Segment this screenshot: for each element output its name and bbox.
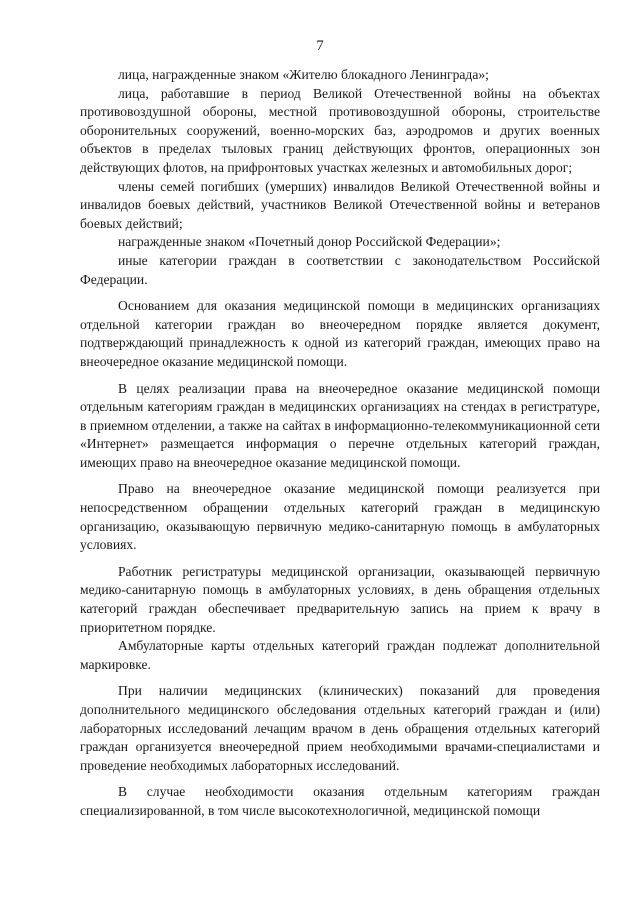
paragraph-specialized-care: В случае необходимости оказания отдельным категориям граждан специализированной, в том числе высокотехнологичной, медицинской помощи bbox=[80, 784, 600, 818]
paragraph-other-categories: иные категории граждан в соответствии с законодательством Российской Федерации. bbox=[80, 252, 600, 287]
document-body bbox=[80, 66, 600, 821]
paragraph-registry-worker: Работник регистратуры медицинской организации, оказывающей первичную медико-санитарную помощь в амбулаторных условиях, в день обращения отдельных категорий граждан обеспечивает предварительную запись на прием к врачу в приоритетном порядке. bbox=[80, 563, 600, 635]
paragraph-clinical-indications: При наличии медицинских (клинических) показаний для проведения дополнительного медицинского обследования отдельных категорий граждан и (или) лабораторных исследований лечащим врачом в день обращения отдельных категорий граждан организуется внеочередной прием необходимыми врачами-специалистами и проведение необходимых лабораторных исследований. bbox=[80, 683, 600, 773]
paragraph-information-posting: В целях реализации права на внеочередное оказание медицинской помощи отдельным категориям граждан в медицинских организациях на стендах в регистратуре, в приемном отделении, а также на сайтах в информационно-телекоммуникационной сети «Интернет» размещается информация о перечне отдельных категорий граждан, имеющих право на внеочередное оказание медицинской помощи. bbox=[80, 380, 600, 470]
paragraph-honorary-donor: награжденные знаком «Почетный донор Российской Федерации»; bbox=[118, 234, 501, 250]
paragraph-family-members: члены семей погибших (умерших) инвалидов Великой Отечественной войны и инвалидов боевых действий, участников Великой Отечественной войны и ветеранов боевых действий; bbox=[80, 178, 600, 231]
paragraph-blockade-badge: лица, награжденные знаком «Жителю блокадного Ленинграда»; bbox=[118, 67, 489, 82]
paragraph-outpatient-cards: Амбулаторные карты отдельных категорий граждан подлежат дополнительной маркировке. bbox=[80, 638, 600, 672]
paragraph-basis-document: Основанием для оказания медицинской помощи в медицинских организациях отдельной категории граждан во внеочередном порядке является документ, подтверждающий принадлежность к одной из категорий граждан, имеющих право на внеочередное оказание медицинской помощи. bbox=[80, 298, 600, 369]
paragraph-right-exercise: Право на внеочередное оказание медицинской помощи реализуется при непосредственном обращении отдельных категорий граждан в медицинскую организацию, оказывающую первичную медико-санитарную помощь в амбулаторных условиях. bbox=[80, 481, 600, 553]
page-number: 7 bbox=[316, 38, 324, 54]
paragraph-wartime-workers: лица, работавшие в период Великой Отечественной войны на объектах противовоздушной обороны, местной противовоздушной обороны, строительстве оборонительных сооружений, военно-морских баз, аэродромов и других военных объектов в пределах тыловых границ действующих фронтов, операционных зон действующих флотов, на прифронтовых участках железных и автомобильных дорог; bbox=[80, 85, 600, 175]
